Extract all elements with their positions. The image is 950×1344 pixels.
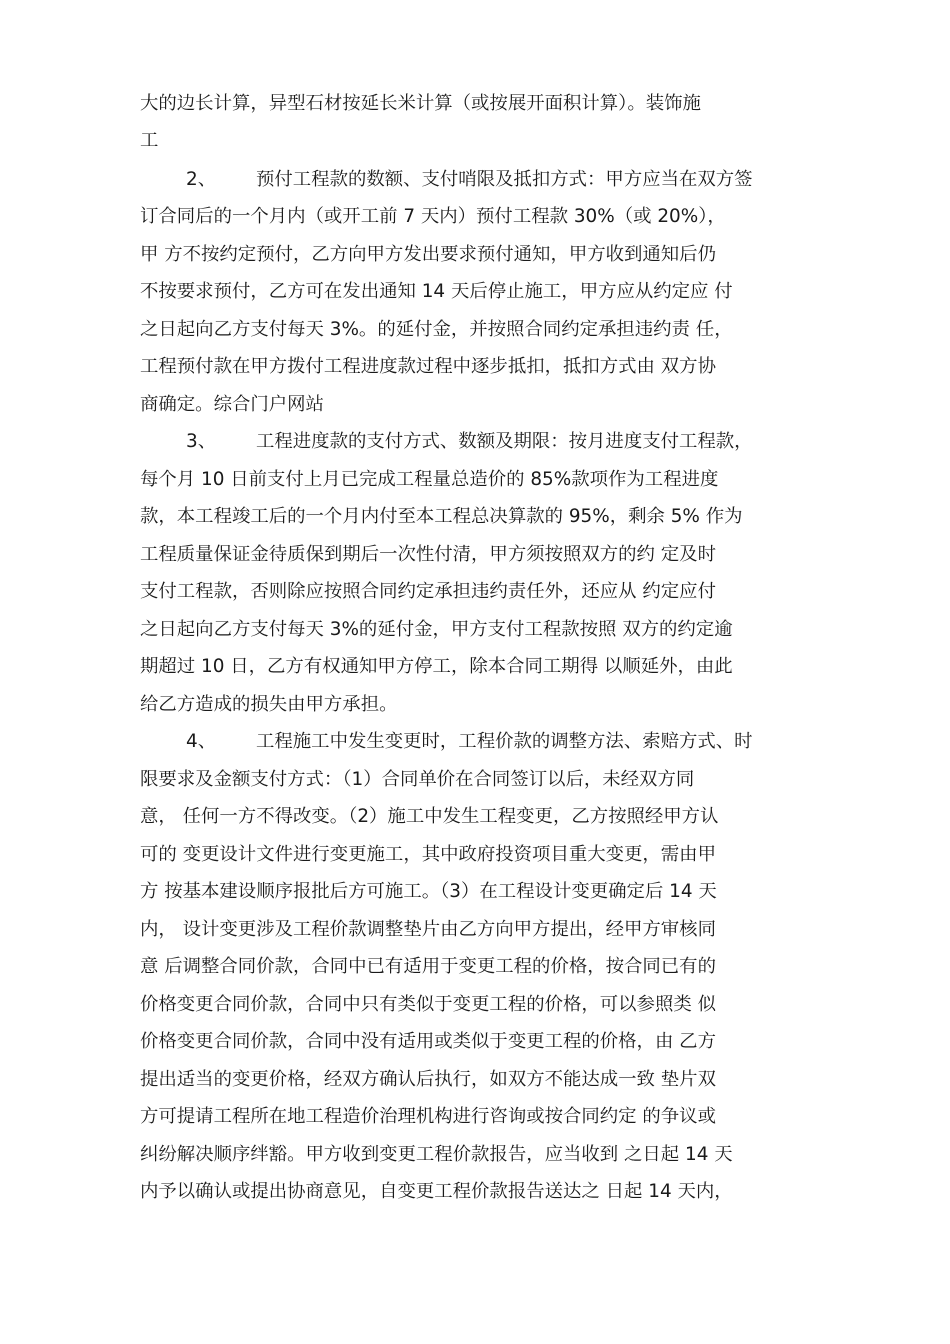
text-line: 之日起向乙方支付每天 3%。的延付金，并按照合同约定承担违约责 任， xyxy=(140,319,733,340)
text-line: 每个月 10 日前支付上月已完成工程量总造价的 85%款项作为工程进度 xyxy=(140,469,719,490)
text-line: 方可提请工程所在地工程造价治理机构进行咨询或按合同约定 的争议或 xyxy=(140,1106,716,1127)
list-item-2 xyxy=(186,163,830,197)
text-line: 工程进度款的支付方式、数额及期限：按月进度支付工程款， xyxy=(256,431,753,452)
text-line: 意 后调整合同价款，合同中已有适用于变更工程的价格，按合同已有的 xyxy=(140,956,716,977)
text-line: 工程质量保证金待质保到期后一次性付清，甲方须按照双方的约 定及时 xyxy=(140,544,716,565)
text-line: 大的边长计算，异型石材按延长米计算（或按展开面积计算）。装饰施 xyxy=(140,93,701,114)
text-line: 工 xyxy=(140,130,159,151)
list-item-3 xyxy=(186,425,830,459)
text-line: 订合同后的一个月内（或开工前 7 天内）预付工程款 30%（或 20%）， xyxy=(140,206,726,227)
text-line: 内予以确认或提出协商意见，自变更工程价款报告送达之 日起 14 天内， xyxy=(140,1181,733,1202)
text-line: 预付工程款的数额、支付哨限及抵扣方式：甲方应当在双方签 xyxy=(256,169,753,190)
text-line: 之日起向乙方支付每天 3%的延付金，甲方支付工程款按照 双方的约定逾 xyxy=(140,619,733,640)
text-line: 不按要求预付，乙方可在发出通知 14 天后停止施工，甲方应从约定应 付 xyxy=(140,281,733,302)
text-line: 款，本工程竣工后的一个月内付至本工程总决算款的 95%，剩余 5% 作为 xyxy=(140,506,743,527)
text-line: 期超过 10 日，乙方有权通知甲方停工，除本合同工期得 以顺延外，由此 xyxy=(140,656,733,677)
text-line: 可的 变更设计文件进行变更施工，其中政府投资项目重大变更，需由甲 xyxy=(140,844,716,865)
text-line: 内， 设计变更涉及工程价款调整垫片由乙方向甲方提出，经甲方审核同 xyxy=(140,919,716,940)
text-line: 提出适当的变更价格，经双方确认后执行，如双方不能达成一致 垫片双 xyxy=(140,1069,716,1090)
list-item-4 xyxy=(186,725,830,759)
text-line: 商确定。综合门户网站 xyxy=(140,394,324,415)
text-line: 价格变更合同价款，合同中没有适用或类似于变更工程的价格，由 乙方 xyxy=(140,1031,716,1052)
text-line: 给乙方造成的损失由甲方承担。 xyxy=(140,694,398,715)
text-line: 甲 方不按约定预付，乙方向甲方发出要求预付通知，甲方收到通知后仍 xyxy=(140,244,716,265)
item-number: 2、 xyxy=(186,169,217,190)
item-number: 4、 xyxy=(186,731,217,752)
text-line: 限要求及金额支付方式：（1）合同单价在合同签订以后，未经双方同 xyxy=(140,769,695,790)
item-number: 3、 xyxy=(186,431,217,452)
text-line: 支付工程款，否则除应按照合同约定承担违约责任外，还应从 约定应付 xyxy=(140,581,716,602)
text-line: 工程预付款在甲方拨付工程进度款过程中逐步抵扣，抵扣方式由 双方协 xyxy=(140,356,716,377)
text-line: 价格变更合同价款，合同中只有类似于变更工程的价格，可以参照类 似 xyxy=(140,994,716,1015)
text-line: 纠纷解决顺序绊豁。甲方收到变更工程价款报告，应当收到 之日起 14 天 xyxy=(140,1144,733,1165)
text-line: 方 按基本建设顺序报批后方可施工。（3）在工程设计变更确定后 14 天 xyxy=(140,881,717,902)
text-line: 工程施工中发生变更时，工程价款的调整方法、索赔方式、时 xyxy=(256,731,753,752)
text-line: 意， 任何一方不得改变。（2）施工中发生工程变更，乙方按照经甲方认 xyxy=(140,806,719,827)
